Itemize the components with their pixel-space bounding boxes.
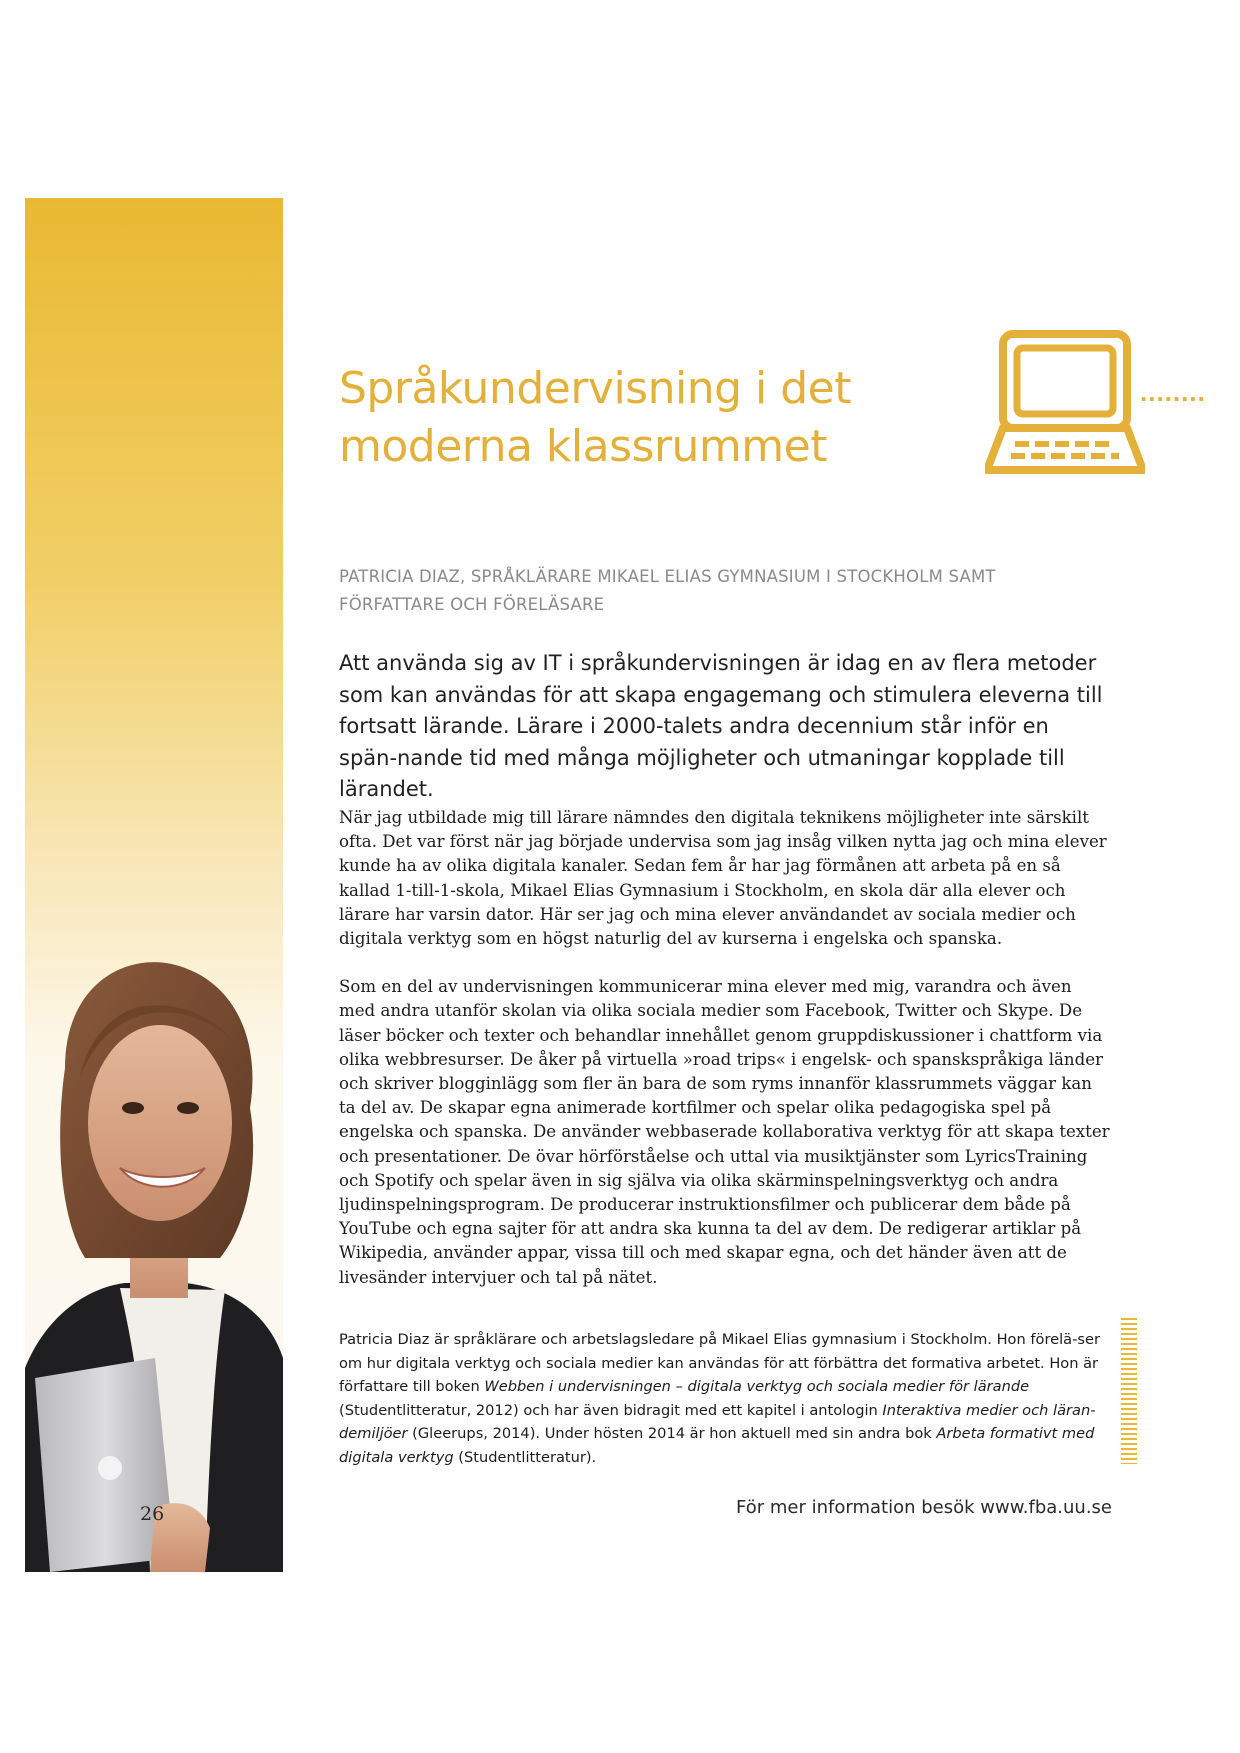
- book-title: Interaktiva medier och läran-demiljöer: [339, 1401, 1096, 1442]
- yellow-sidebar: [25, 198, 283, 1572]
- footer-info: För mer information besök www.fba.uu.se: [736, 1497, 1112, 1518]
- title-line-2: moderna klassrummet: [339, 421, 827, 472]
- author-byline: PATRICIA DIAZ, SPRÅKLÄRARE MIKAEL ELIAS GYMNASIUM I STOCKHOLM SAMT FÖRFATTARE OCH FÖRELÄSARE: [339, 567, 996, 614]
- title-line-1: Språkundervisning i det: [339, 363, 851, 414]
- author-portrait: [25, 938, 283, 1572]
- bio-text: Patricia Diaz är språklärare och arbetslagsledare på Mikael Elias gymnasium i Stockholm. Hon förelä-ser om hur digitala verktyg och sociala medier kan användas för att förbättra det formativa arbetet. Hon är författare till boken: [339, 1331, 1100, 1395]
- decorative-dots: ........: [1140, 377, 1206, 407]
- bio-text: (Studentlitteratur).: [453, 1448, 597, 1466]
- author-bio: [339, 1328, 1109, 1469]
- lead-paragraph: Att använda sig av IT i språkundervisningen är idag en av flera metoder som kan användas för att skapa engagemang och stimulera eleverna till fortsatt lärande. Lärare i 2000-talets andra decennium står inför en spän-nande tid med många möjligheter och utmaningar kopplade till lärandet.: [339, 651, 1103, 801]
- article-title: [339, 360, 959, 476]
- body-paragraph: När jag utbildade mig till lärare nämndes den digitala teknikens möjligheter inte särskilt ofta. Det var först när jag började undervisa som jag insåg vilken nytta jag och mina elever kunde ha av olika digitala kanaler. Sedan fem år har jag förmånen att arbeta på en så kallad 1-till-1-skola, Mikael Elias Gymnasium i Stockholm, en skola där alla elever och lärare har varsin dator. Här ser jag och mina elever användandet av sociala medier och digitala verktyg som en högst naturlig del av kurserna i engelska och spanska.: [339, 808, 1107, 949]
- bio-text: (Gleerups, 2014). Under hösten 2014 är hon aktuell med sin andra bok: [407, 1425, 937, 1442]
- page-number: 26: [140, 1503, 165, 1525]
- body-paragraph: Som en del av undervisningen kommunicerar mina elever med mig, varandra och även med andra utanför skolan via olika sociala medier som Facebook, Twitter och Skype. De läser böcker och texter och behandlar innehållet genom gruppdiskussioner i chattform via olika webbresurser. De åker på virtuella »road trips« i engelsk- och spanskspråkiga länder och skriver blogginlägg som fler än bara de som ryms innanför klassrummets väggar kan ta del av. De skapar egna animerade kortfilmer och spelar olika pedagogiska spel på engelska och spanska. De använder webbaserade kollaborativa verktyg för att skapa texter och presentationer. De övar hörförståelse och uttal via musiktjänster som LyricsTraining och Spotify och spelar även in sig själva via olika skärminspelningsverktyg och andra ljudinspelningsprogram. De producerar instruktionsfilmer och publicerar dem både på YouTube och egna sajter för att andra ska kunna ta del av dem. De redigerar artiklar på Wikipedia, använder appar, vissa till och med skapar egna, och det händer även att de livesänder intervjuer och tal på nätet.: [339, 977, 1110, 1287]
- computer-icon: [985, 330, 1145, 480]
- book-title: Webben i undervisningen – digitala verktyg och sociala medier för lärande: [484, 1378, 1030, 1395]
- book-title: Arbeta formativt med digitala verktyg: [339, 1425, 1095, 1466]
- bio-text: (Studentlitteratur, 2012) och har även bidragit med ett kapitel i antologin: [339, 1401, 883, 1419]
- article-body: [339, 806, 1111, 1314]
- bio-decorative-rule: [1121, 1318, 1137, 1464]
